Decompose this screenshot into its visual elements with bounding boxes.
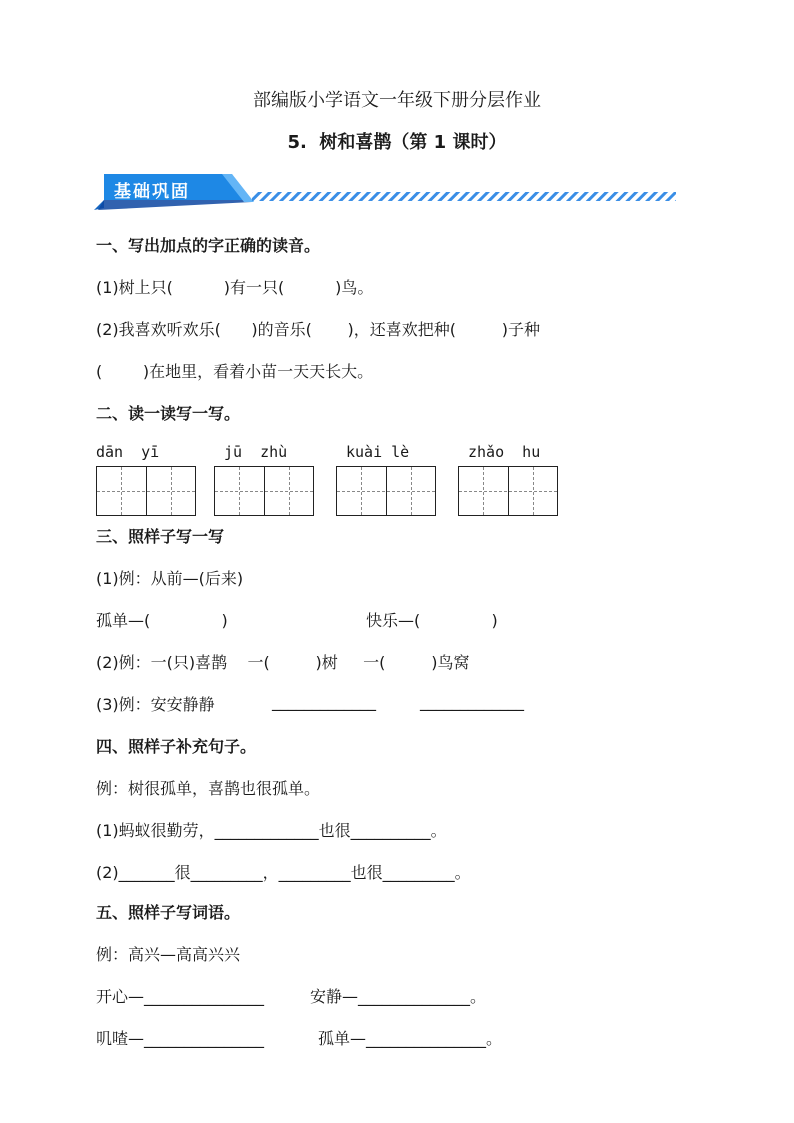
pinyin-3: kuài lè bbox=[346, 443, 410, 461]
banner-label: 基础巩固 bbox=[114, 182, 190, 202]
q5-answer-jizha: 叽喳—_______________ bbox=[96, 1029, 265, 1048]
q2-heading: 二、读一读写一写。 bbox=[96, 404, 241, 423]
q3-example3: (3)例：安安静静 bbox=[96, 695, 215, 714]
pinyin-4: zhǎo hu bbox=[468, 443, 541, 461]
q3-answer-b: 快乐—( ) bbox=[366, 611, 498, 630]
q5-answer-gudan: 孤单—_______________。 bbox=[318, 1029, 503, 1048]
q3-blank-a[interactable]: _____________ bbox=[272, 692, 376, 711]
tianzige-box-1[interactable] bbox=[96, 466, 196, 516]
document-title: 部编版小学语文一年级下册分层作业 bbox=[253, 90, 541, 111]
q3-heading: 三、照样子写一写 bbox=[96, 527, 225, 546]
tianzige-box-3[interactable] bbox=[336, 466, 436, 516]
q5-answer-kaixin: 开心—_______________ bbox=[96, 987, 265, 1006]
q5-answer-anjing: 安静—______________。 bbox=[310, 987, 487, 1006]
q4-line2: (2)_______很_________，_________也很_________。 bbox=[96, 863, 471, 882]
q3-answer-a: 孤单—( ) bbox=[96, 611, 228, 630]
q1-line3: ( )在地里，看着小苗一天天长大。 bbox=[96, 362, 374, 381]
q1-line1: (1)树上只( )有一只( )鸟。 bbox=[96, 278, 374, 297]
tianzige-box-4[interactable] bbox=[458, 466, 558, 516]
q3-blank-b[interactable]: _____________ bbox=[420, 692, 524, 711]
banner-stripe bbox=[252, 192, 676, 201]
q3-example1: (1)例：从前—(后来) bbox=[96, 569, 244, 588]
q4-line1: (1)蚂蚁很勤劳，_____________也很__________。 bbox=[96, 821, 447, 840]
tianzige-box-2[interactable] bbox=[214, 466, 314, 516]
q4-heading: 四、照样子补充句子。 bbox=[96, 737, 257, 756]
q1-heading: 一、写出加点的字正确的读音。 bbox=[96, 236, 321, 255]
q3-example2: (2)例：一(只)喜鹊 一( )树 一( )鸟窝 bbox=[96, 653, 470, 672]
q1-line2: (2)我喜欢听欢乐( )的音乐( )，还喜欢把种( )子种 bbox=[96, 320, 541, 339]
q5-example: 例：高兴—高高兴兴 bbox=[96, 945, 241, 964]
pinyin-2: jū zhù bbox=[224, 443, 288, 461]
pinyin-1: dān yī bbox=[96, 443, 160, 461]
q5-heading: 五、照样子写词语。 bbox=[96, 903, 241, 922]
q4-example: 例：树很孤单，喜鹊也很孤单。 bbox=[96, 779, 321, 798]
lesson-title: 5. 树和喜鹊（第 1 课时） bbox=[287, 132, 507, 153]
section-banner bbox=[92, 170, 682, 216]
